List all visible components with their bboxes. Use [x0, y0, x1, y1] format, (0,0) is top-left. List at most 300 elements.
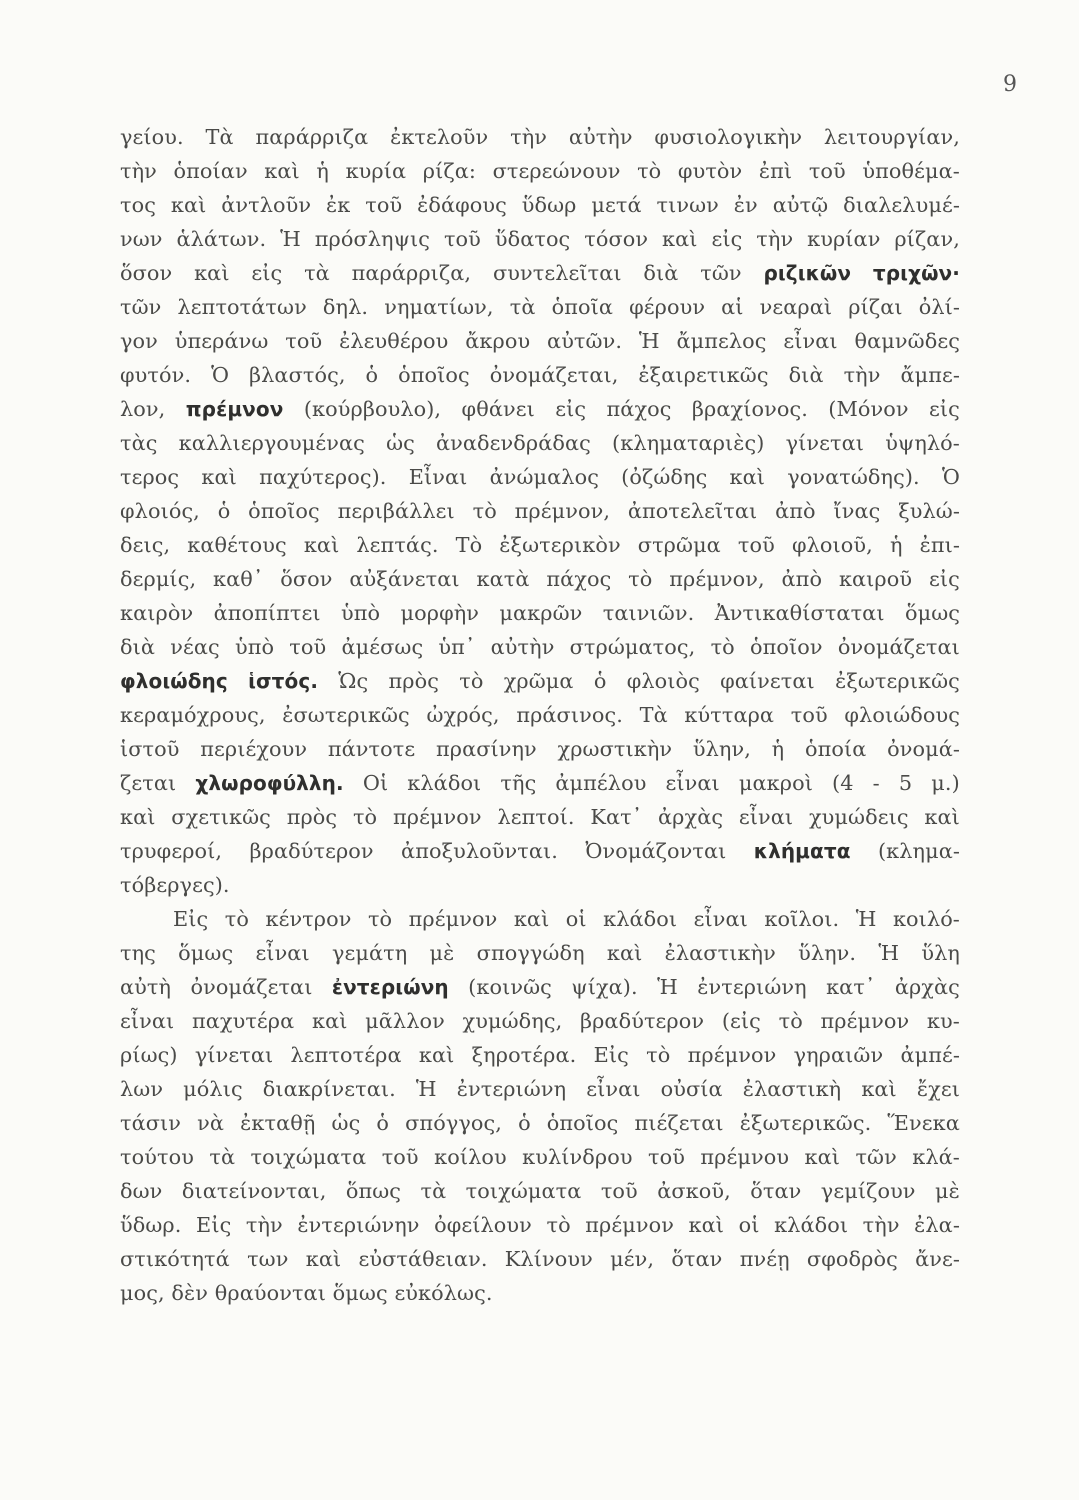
word: ἐξαιρετικῶς [638, 363, 769, 387]
word: εἰς [251, 261, 283, 285]
word: Εἰς [173, 907, 209, 931]
word: ὕδωρ. [120, 1213, 182, 1237]
word: τοῦ [285, 329, 323, 353]
word: νεαραὶ [759, 295, 833, 319]
word: ἴνας [833, 499, 881, 523]
word: ἄμπελος [676, 329, 767, 353]
word: καλλιεργουμένας [178, 431, 365, 455]
word: πρέμνον [408, 907, 498, 931]
word: ὀφείλουν [434, 1213, 532, 1237]
word: ὑποθέμα- [862, 159, 960, 183]
word: φέρουν [629, 295, 706, 319]
word: ὅμως [178, 941, 234, 965]
word: καὶ [120, 805, 156, 829]
word: ἀπὸ [781, 567, 823, 591]
text-line [120, 766, 960, 800]
word: φθάνει [461, 397, 535, 421]
word: ὕλη [921, 941, 960, 965]
word: λων [120, 1077, 164, 1101]
text-line [120, 800, 960, 834]
word: ἀρχὰς [894, 975, 960, 999]
word: πιέζεται [634, 1111, 724, 1135]
word: εἰς [555, 397, 587, 421]
page-number: 9 [1003, 72, 1017, 97]
word: φυσιολογικὴν [654, 125, 803, 149]
word: ταινιῶν. [602, 601, 695, 625]
text-line [120, 698, 960, 732]
word: ζεται [120, 771, 177, 795]
word: ὅσον [280, 567, 333, 591]
word: παράρριζα, [351, 261, 472, 285]
word: κυ- [926, 1009, 960, 1033]
text-line [120, 426, 960, 460]
word: ὁ [593, 669, 607, 693]
word: γηραιῶν [793, 1043, 884, 1067]
word: τῶν [855, 1145, 897, 1169]
word: ὁ [217, 499, 231, 523]
word: Ἡ [657, 975, 678, 999]
text-line [120, 834, 960, 868]
word: τοῦ [600, 1179, 638, 1203]
word: χρῶμα [503, 669, 574, 693]
word: καὶ [194, 261, 230, 285]
word: συντελεῖται [492, 261, 622, 285]
word: ὅταν [750, 1179, 802, 1203]
word: καιρὸν [120, 601, 194, 625]
word: πρέμνον, [514, 499, 611, 523]
word: Ἡ [280, 227, 301, 251]
word: διατείνονται, [181, 1179, 327, 1203]
word: ὑπὸ [234, 635, 275, 659]
word: ὁποῖος [546, 1111, 619, 1135]
word: ὑψηλό- [885, 431, 960, 455]
word: ἐντεριώνη [456, 1077, 567, 1101]
word: Ἡ [855, 907, 877, 931]
bold-term: ἐντεριώνη [331, 975, 449, 999]
word: καὶ [606, 941, 643, 965]
word: ἀμπέλου [555, 771, 647, 795]
word: ἐδάφους [417, 193, 507, 217]
word: Ὡς [338, 669, 369, 693]
text-line [120, 358, 960, 392]
word: πάχος [546, 567, 612, 591]
word: γίνεται [785, 431, 865, 455]
word: ὑπὸ [341, 601, 381, 625]
word: τος [120, 193, 156, 217]
word: πρέμνου [700, 1145, 790, 1169]
word: ἐλαστικὴν [664, 941, 776, 965]
word: Ἕνεκα [887, 1111, 960, 1135]
word: ὕδατος [494, 227, 571, 251]
word: (κοινῶς [468, 975, 552, 999]
text-line [120, 188, 960, 222]
bold-term: πρέμνον [185, 397, 284, 421]
word: καὶ [861, 1077, 897, 1101]
word: ξηροτέρα. [471, 1043, 577, 1067]
word: θραύονται [214, 1281, 333, 1305]
word: διαλελυμέ- [843, 193, 960, 217]
word: εἶναι [693, 907, 748, 931]
word: Τὰ [639, 703, 668, 727]
word: τὸ [459, 669, 484, 693]
text-line [120, 494, 960, 528]
word: ἄκρου [465, 329, 531, 353]
word: Εἶναι [408, 465, 468, 489]
word: τὸ [546, 1213, 571, 1237]
word: αὐτῶν. [547, 329, 623, 353]
word: μος, [120, 1281, 172, 1305]
word: στερεώνουν [492, 159, 621, 183]
word: τοιχώματα [250, 1145, 367, 1169]
word: πάχος [606, 397, 672, 421]
word: στρώματος, [569, 635, 696, 659]
word: τὸ [224, 907, 249, 931]
word: καὶ [303, 533, 340, 557]
word: τὰ [304, 261, 330, 285]
text-line [120, 324, 960, 358]
word: ὀνομά- [887, 737, 960, 761]
word: σφοδρὸς [806, 1247, 898, 1271]
word: καθ᾿ [213, 567, 264, 591]
word: λεπτάς. [356, 533, 439, 557]
text-line [120, 222, 960, 256]
word: ὕδωρ [521, 193, 577, 217]
word: τὸ [352, 805, 378, 829]
text-line [120, 460, 960, 494]
word: χρωστικὴν [557, 737, 673, 761]
word: ἀντλοῦν [221, 193, 312, 217]
word: θαμνῶδες [854, 329, 960, 353]
word: φλοιώδους [844, 703, 960, 727]
word: τοῦ [737, 533, 775, 557]
word: τοιχώματα [465, 1179, 582, 1203]
word: γεμάτη [331, 941, 408, 965]
bold-term: κλήματα [753, 839, 851, 863]
word: ρίως) [120, 1043, 178, 1067]
word: τόσον [584, 227, 649, 251]
bold-term: τριχῶν· [872, 261, 960, 285]
word: αὐξάνεται [349, 567, 460, 591]
word: φλοιὸς [626, 669, 700, 693]
word: καὶ [513, 907, 550, 931]
word: κλάδοι [774, 1213, 849, 1237]
word: κυρίαν [807, 227, 881, 251]
word: τοῦ [790, 703, 828, 727]
word: φαίνεται [720, 669, 815, 693]
word: λειτουργίαν, [823, 125, 960, 149]
word: δερμίς, [120, 567, 197, 591]
text-line [120, 1174, 960, 1208]
text-line [120, 1038, 960, 1072]
word: τινων [656, 193, 719, 217]
word: ἁλάτων. [176, 227, 267, 251]
word: φλοιοῦ, [791, 533, 873, 557]
word: ὁ [518, 1111, 531, 1135]
word: τόβεργες). [120, 873, 230, 897]
text-line [120, 1276, 960, 1310]
word: περιβάλλει [337, 499, 455, 523]
word: ἐσωτερικῶς [282, 703, 410, 727]
word: ἀμπέ- [900, 1043, 960, 1067]
word: κεραμόχρους, [120, 703, 266, 727]
word: καὶ [729, 465, 766, 489]
word: αὐτὴν [568, 125, 633, 149]
word: (κληματαριὲς) [612, 431, 765, 455]
word: σπόγγος, [405, 1111, 502, 1135]
word: εὐστάθειαν. [358, 1247, 488, 1271]
word: βλαστός, [249, 363, 346, 387]
word: ἐν [733, 193, 758, 217]
word: Ἡ [415, 1077, 437, 1101]
word: πράσινος. [516, 703, 623, 727]
word: τὴν [510, 125, 548, 149]
word: της [120, 941, 156, 965]
word: ἐξωτερικῶς [835, 669, 960, 693]
word: εἰς [711, 227, 743, 251]
word: τῶν [120, 295, 162, 319]
word: τάσιν [120, 1111, 182, 1135]
word: μακρῶν [499, 601, 583, 625]
word: τὸ [367, 907, 393, 931]
word: Ἡ [878, 941, 900, 965]
word: ἡ [316, 159, 329, 183]
text-line [120, 120, 960, 154]
word: μετά [591, 193, 642, 217]
word: Εἰς [196, 1213, 232, 1237]
word: ἀποξυλοῦνται. [401, 839, 558, 863]
word: καὶ [662, 227, 698, 251]
word: κλά- [912, 1145, 960, 1169]
word: ἡ [889, 533, 903, 557]
text-line [120, 1072, 960, 1106]
text-line [120, 154, 960, 188]
word: (4 [832, 771, 854, 795]
word: τὸ [646, 1043, 671, 1067]
word: ὅσον [120, 261, 173, 285]
word: παχυτέρα [191, 1009, 295, 1033]
word: 5 [898, 771, 913, 795]
word: μορφὴν [400, 601, 480, 625]
word: καθέτους [187, 533, 287, 557]
word: ἐλα- [914, 1213, 960, 1237]
bold-term: ἱστός. [248, 669, 319, 693]
word: ὕλην, [692, 737, 751, 761]
word: ἀποτελεῖται [627, 499, 758, 523]
word: ἀσκοῦ, [657, 1179, 731, 1203]
word: τούτου [120, 1145, 194, 1169]
word: αὐτὴν [490, 635, 555, 659]
word: λεπτοτάτων [177, 295, 307, 319]
word: Ἀντικαθίσταται [714, 601, 885, 625]
word: εἶναι [120, 1009, 175, 1033]
word: ὅμως [332, 1281, 395, 1305]
word: ἐξωτερικὸν [499, 533, 621, 557]
text-line [120, 596, 960, 630]
word: ὅμως [904, 601, 960, 625]
word: ἀποπίπτει [213, 601, 321, 625]
text-line [120, 392, 960, 426]
word: ἐκ [326, 193, 351, 217]
word: μ.) [931, 771, 960, 795]
text-line [120, 630, 960, 664]
word: κυλίνδρου [522, 1145, 633, 1169]
word: ὑπ᾿ [438, 635, 476, 659]
word: πρὸς [286, 805, 338, 829]
word: ἡ [771, 737, 785, 761]
word: καὶ [201, 465, 237, 489]
word: κλάδοι [603, 907, 678, 931]
word: ἐλευθέρου [339, 329, 449, 353]
word: καὶ [264, 159, 300, 183]
word: πάντοτε [327, 737, 416, 761]
text-line [120, 1140, 960, 1174]
word: ἐλαστικὴ [742, 1077, 842, 1101]
word: σχετικῶς [171, 805, 271, 829]
word: ἀμέσως [341, 635, 424, 659]
word: ἀνώμαλος [489, 465, 599, 489]
word: ἱστοῦ [120, 737, 180, 761]
word: περιέχουν [200, 737, 308, 761]
word: ἐπι- [919, 533, 960, 557]
word: οἱ [738, 1213, 760, 1237]
word: παράρριζα [255, 125, 369, 149]
word: νων [120, 227, 163, 251]
word: κατὰ [476, 567, 530, 591]
word: τοῦ [443, 227, 481, 251]
word: ἀπὸ [775, 499, 816, 523]
word: λεπτοί. [497, 805, 575, 829]
word: λον, [120, 397, 166, 421]
word: τὸ [778, 1009, 803, 1033]
word: γεμίζουν [820, 1179, 916, 1203]
body-text [120, 120, 960, 1310]
text-line [120, 664, 960, 698]
word: πνέῃ [739, 1247, 790, 1271]
word: δὲν [171, 1281, 215, 1305]
word: κλάδοι [407, 771, 482, 795]
word: νηματίων, [384, 295, 494, 319]
word: γείου. [120, 125, 184, 149]
word: νὰ [197, 1111, 225, 1135]
word: φυτόν. [120, 363, 192, 387]
word: πρέμνον [392, 805, 482, 829]
word: των [247, 1247, 289, 1271]
word: φλοιός, [120, 499, 200, 523]
word: αἱ [721, 295, 744, 319]
word: τοῦ [381, 1145, 419, 1169]
word: παχύτερος). [259, 465, 387, 489]
word: ὁποῖος [398, 363, 470, 387]
text-line [120, 1004, 960, 1038]
word: βραδύτερον [579, 1009, 705, 1033]
word: τρυφεροί, [120, 839, 223, 863]
word: εἶναι [586, 1077, 641, 1101]
text-line [120, 1106, 960, 1140]
text-line [120, 1208, 960, 1242]
word: γονατώδης). [787, 465, 920, 489]
word: μόλις [183, 1077, 243, 1101]
word: Τὰ [205, 125, 234, 149]
word: μᾶλλον [365, 1009, 445, 1033]
word: στικότητά [120, 1247, 230, 1271]
word: ὀλί- [918, 295, 960, 319]
word: εὐκόλως. [394, 1281, 493, 1305]
text-line [120, 1242, 960, 1276]
word: κύτταρα [684, 703, 775, 727]
word: Ὀνομάζονται [585, 839, 727, 863]
word: πρέμνον, [669, 567, 765, 591]
word: χυμώδης, [462, 1009, 563, 1033]
word: εἰς [929, 397, 960, 421]
word: καὶ [688, 1213, 725, 1237]
word: ξυλώ- [898, 499, 960, 523]
word: ὁποῖος [248, 499, 320, 523]
word: Ὁ [941, 465, 960, 489]
word: βραχίονος. [691, 397, 808, 421]
word: οἱ [565, 907, 587, 931]
word: ἐπὶ [758, 159, 793, 183]
word: (κούρβουλο), [303, 397, 442, 421]
word: τοῦ [365, 193, 403, 217]
word: τοῦ [648, 1145, 685, 1169]
word: καὶ [311, 1009, 348, 1033]
word: ὑπεράνω [174, 329, 269, 353]
word: οὐσία [660, 1077, 723, 1101]
word: μὲ [429, 941, 455, 965]
word: ὁποία [804, 737, 867, 761]
word: πρὸς [388, 669, 439, 693]
word: εἶναι [738, 805, 794, 829]
word: κυρία [345, 159, 407, 183]
word: τὸ [637, 159, 662, 183]
word: πρέμνον [820, 1009, 910, 1033]
word: ἔχει [916, 1077, 960, 1101]
text-line [120, 290, 960, 324]
word: ὀνομάζεται, [489, 363, 619, 387]
word: τὴν [756, 227, 794, 251]
word: ὁποῖα [551, 295, 613, 319]
word: καὶ [418, 1043, 455, 1067]
word: πρασίνην [435, 737, 537, 761]
word: γον [120, 329, 158, 353]
word: τῆς [500, 771, 537, 795]
word: ὕλην. [798, 941, 857, 965]
word: δεις, [120, 533, 171, 557]
word: ἐντεριώνην [297, 1213, 420, 1237]
word: διὰ [120, 635, 156, 659]
word: - [872, 771, 880, 795]
word: δων [120, 1179, 163, 1203]
word: Τὸ [455, 533, 483, 557]
word: μακροὶ [738, 771, 813, 795]
word: ὀνομάζεται [837, 635, 960, 659]
word: μέν, [610, 1247, 655, 1271]
word: ἄμπε- [900, 363, 960, 387]
word: ὁποίαν [173, 159, 248, 183]
word: Κατ᾿ [590, 805, 643, 829]
word: τὴν [245, 1213, 283, 1237]
word: Οἱ [362, 771, 389, 795]
word: ρίζα: [422, 159, 476, 183]
word: ρίζαν, [894, 227, 960, 251]
word: κοῖλοι. [764, 907, 840, 931]
word: τῶν [700, 261, 742, 285]
word: τὸ [710, 635, 735, 659]
word: τὴν [120, 159, 157, 183]
word: καιροῦ [838, 567, 913, 591]
word: διακρίνεται. [262, 1077, 396, 1101]
text-line [120, 562, 960, 596]
